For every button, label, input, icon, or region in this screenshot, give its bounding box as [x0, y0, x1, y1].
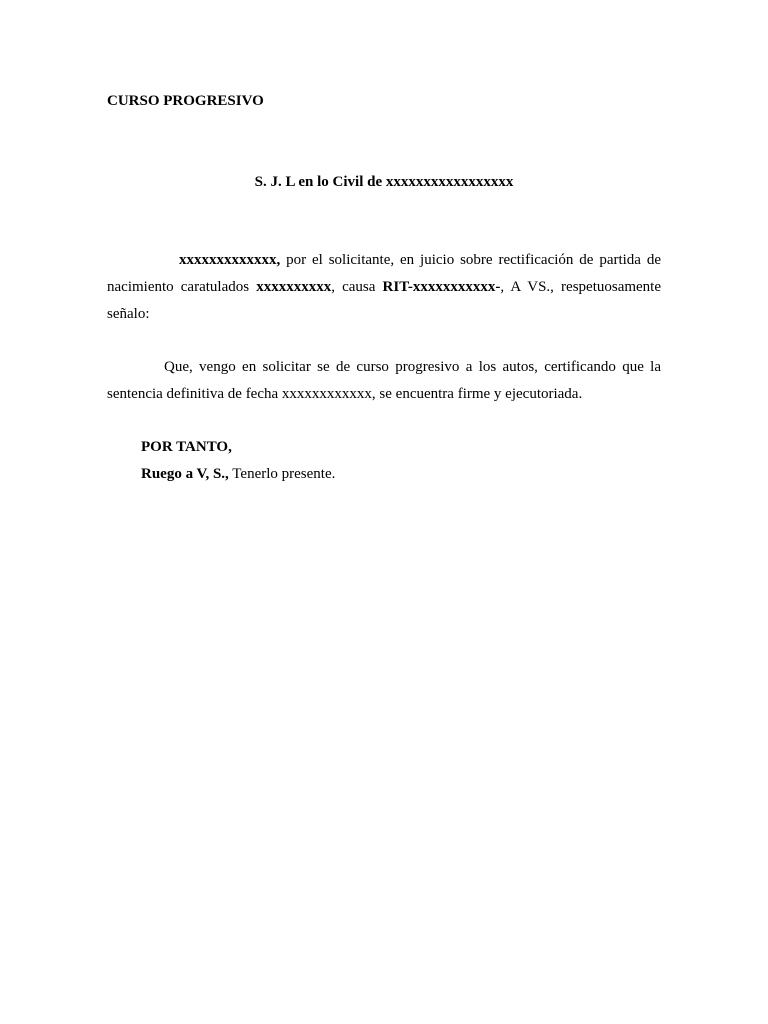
- request-paragraph: Que, vengo en solicitar se de curso progresivo a los autos, certificando que la sentencia definitiva de fecha xxxxxxxxxxxx, se encuentra firme y ejecutoriada.: [107, 359, 661, 402]
- intro-text-c: , A VS., respetuosamente señalo:: [107, 279, 662, 322]
- closing-request: [141, 461, 335, 488]
- petitioner-name: xxxxxxxxxxxxx,: [179, 252, 281, 268]
- closing-ruego: Ruego a V, S.,: [141, 466, 229, 482]
- intro-text-a: por el solicitante, en juicio sobre rectificación de partida de nacimiento caratulados: [107, 252, 661, 295]
- court-addressee: S. J. L en lo Civil de xxxxxxxxxxxxxxxxx: [254, 174, 514, 190]
- document-title: CURSO PROGRESIVO: [107, 93, 264, 109]
- por-tanto: POR TANTO,: [141, 439, 232, 455]
- intro-paragraph: [107, 247, 661, 328]
- case-rit: RIT-xxxxxxxxxxx-: [382, 279, 501, 295]
- closing-tenerlo: Tenerlo presente.: [228, 466, 336, 482]
- case-caption: xxxxxxxxxx: [256, 279, 332, 295]
- intro-text-b: , causa: [331, 279, 383, 295]
